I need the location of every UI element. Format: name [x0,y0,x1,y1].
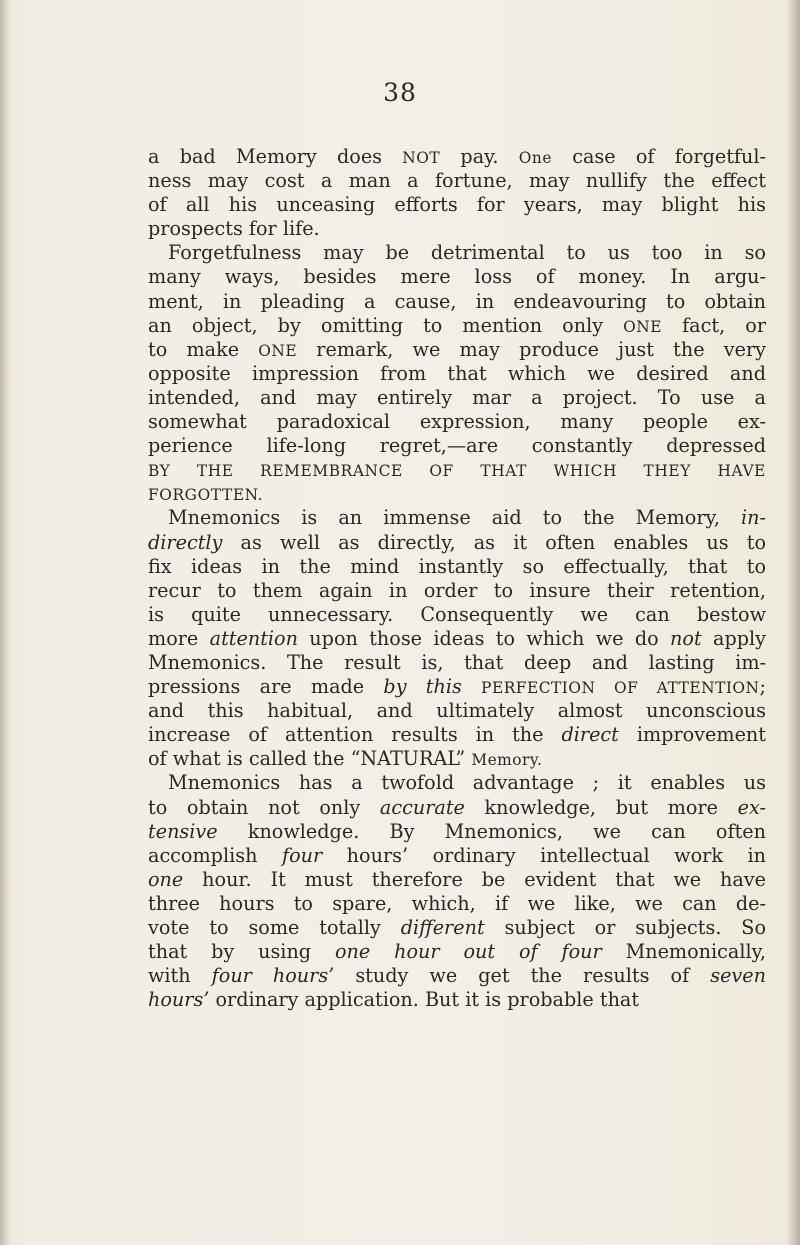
caps-text: FORGOTTEN. [148,486,264,505]
text-run: upon those ideas to which we do [297,626,671,650]
text-line [148,603,766,627]
text-run: ; [759,675,766,699]
italic-text: hours’ [148,988,210,1012]
text-run: ment, in pleading a cause, in endeavouring to obtain [148,289,766,313]
text-run: recur to them again in order to insure their retention, [148,578,766,602]
small-caps-text: PERFECTION OF ATTENTION [481,679,760,698]
text-line [148,506,766,530]
text-run: more [148,626,210,650]
text-line [148,988,766,1012]
text-line [148,193,766,217]
text-line [148,771,766,795]
italic-text: one [148,867,184,891]
text-line [148,458,766,482]
text-run: remark, we may produce just the very [297,337,766,361]
text-line [148,531,766,555]
body-text [148,145,766,1012]
text-line [148,627,766,651]
text-run: ness may cost a man a fortune, may nullify the effect [148,169,766,193]
text-line [148,338,766,362]
italic-text: in- [741,506,766,530]
text-run: study we get the results of [334,964,711,988]
text-run: to obtain not only [148,795,380,819]
text-run: many ways, besides mere loss of money. In argu- [148,265,766,289]
small-caps-text: NOT [402,149,441,167]
text-run: hour. It must therefore be evident that we have [183,867,766,891]
text-run: with [148,964,212,988]
italic-text: different [400,916,485,939]
italic-text: attention [209,626,298,650]
text-line [148,964,766,988]
text-line [148,916,766,940]
text-run: three hours to spare, which, if we like, we can de- [148,891,766,915]
text-run: as well as directly, as it often enables us to [222,530,766,554]
text-run: is quite unnecessary. Consequently we can bestow [148,602,766,626]
small-caps-text: ONE [623,317,662,336]
text-run: subject or subjects. So [484,916,767,939]
text-run: a bad Memory does [148,145,403,168]
text-run: knowledge. By Mnemonics, we can often [217,819,766,843]
italic-text: accurate [379,795,465,819]
text-run: case of forgetful- [551,145,767,168]
caps-text: BY THE REMEMBRANCE OF THAT WHICH THEY HAVE [148,462,766,481]
text-run: accomplish [148,843,282,867]
paragraph [148,241,766,506]
text-run: to make [148,337,259,361]
italic-text: seven [710,964,766,988]
text-run: increase of attention results in the [148,723,562,747]
text-line [148,217,766,241]
text-line [148,555,766,579]
text-line [148,868,766,892]
small-caps-text: One [518,149,552,167]
text-line [148,820,766,844]
text-line [148,434,766,458]
text-run: hours’ ordinary intellectual work in [322,843,766,867]
text-run: of what is called the “NATURAL” [148,747,472,771]
text-line [148,796,766,820]
italic-text: by this [383,675,462,699]
text-run: Mnemonics has a twofold advantage ; it enables us [168,771,766,795]
text-run: apply [701,626,766,650]
text-line [148,699,766,723]
text-line [148,892,766,916]
text-run: perience life-long regret,—are constantly depressed [148,434,766,458]
text-run: vote to some totally [148,916,401,939]
text-run: improvement [618,723,766,747]
text-line [148,241,766,265]
text-line [148,169,766,193]
text-run: of all his unceasing efforts for years, may blight his [148,193,766,217]
text-line [148,145,766,169]
text-run: pressions are made [148,675,384,699]
page-number: 38 [383,78,417,107]
italic-text: four [281,843,323,867]
text-line [148,940,766,964]
text-line [148,386,766,410]
text-line [148,410,766,434]
text-line [148,723,766,747]
text-run: fix ideas in the mind instantly so effectually, that to [148,554,766,578]
italic-text: direct [561,723,619,747]
italic-text: directly [148,530,223,554]
text-line [148,314,766,338]
text-line [148,651,766,675]
text-run: that by using [148,940,335,964]
paragraph [148,145,766,241]
text-run [462,675,481,698]
italic-text: tensive [148,819,218,843]
text-line [148,675,766,699]
text-run: an object, by omitting to mention only [148,313,624,337]
italic-text: ex- [737,795,766,819]
text-line [148,844,766,868]
text-run: intended, and may entirely mar a project. To use a [148,385,766,409]
text-line [148,290,766,314]
text-run: Mnemonics. The result is, that deep and lasting im- [148,650,766,674]
text-line [148,579,766,603]
small-caps-text: Memory. [471,751,543,770]
text-line [148,362,766,386]
page-edge [786,0,800,1245]
text-run: opposite impression from that which we desired and [148,361,766,385]
text-run: fact, or [661,313,766,337]
text-run: ordinary application. But it is probable that [209,988,640,1012]
text-run: Mnemonically, [601,940,767,964]
text-run: knowledge, but more [464,795,738,819]
text-run: pay. [440,145,519,168]
text-line [148,747,766,771]
gutter-shadow [0,0,10,1245]
text-run: prospects for life. [148,217,320,241]
text-line [148,265,766,289]
italic-text: one hour out of four [334,940,602,964]
paragraph [148,506,766,771]
italic-text: not [670,626,702,650]
italic-text: four hours’ [211,964,335,988]
text-line [148,482,766,506]
text-run: Forgetfulness may be detrimental to us too in so [168,241,766,265]
text-run: Mnemonics is an immense aid to the Memory, [168,506,742,530]
text-run: somewhat paradoxical expression, many people ex- [148,410,766,434]
small-caps-text: ONE [258,341,298,360]
text-run: and this habitual, and ultimately almost unconscious [148,699,766,723]
paragraph [148,771,766,1012]
